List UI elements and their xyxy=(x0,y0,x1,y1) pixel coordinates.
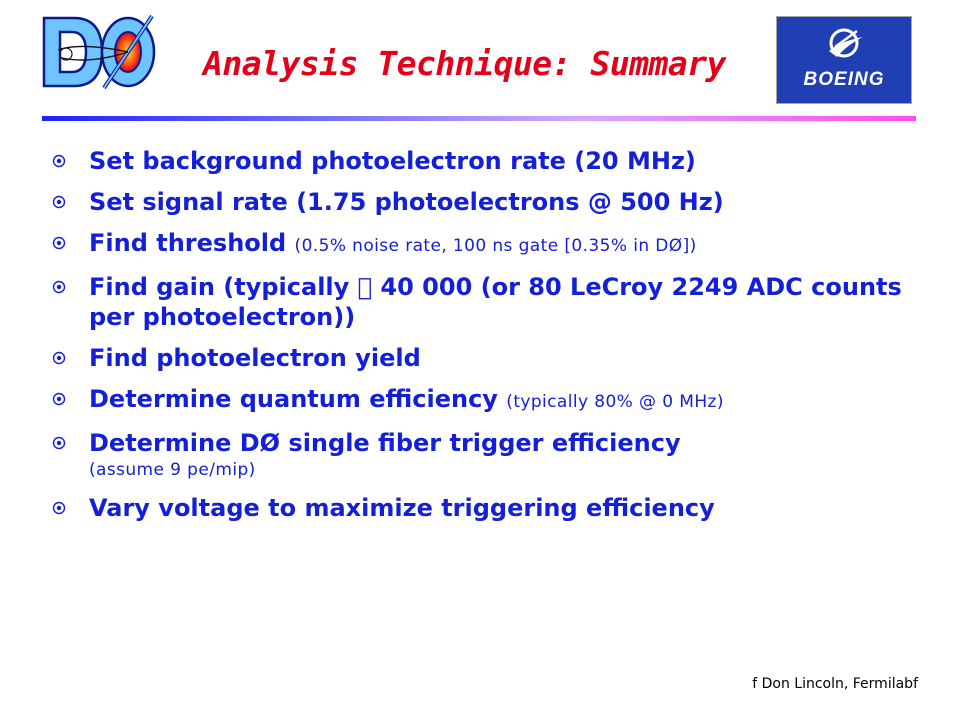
bullet-item xyxy=(52,146,912,176)
bullet-icon xyxy=(52,280,66,294)
bullet-item xyxy=(52,228,912,261)
bullet-icon xyxy=(52,392,66,406)
footer-credit: f Don Lincoln, Fermilabf xyxy=(752,676,918,692)
boeing-logo xyxy=(776,16,912,104)
bullet-item xyxy=(52,493,912,523)
bullet-text: Find photoelectron yield xyxy=(89,344,421,372)
bullet-text: Vary voltage to maximize triggering efficiency xyxy=(89,494,715,522)
bullet-icon xyxy=(52,436,66,450)
bullet-item xyxy=(52,384,912,417)
bullet-note: (assume 9 pe/mip) xyxy=(89,460,256,480)
d0-logo-label: DØ xyxy=(42,89,46,91)
bullet-icon xyxy=(52,195,66,209)
bullet-icon xyxy=(52,154,66,168)
boeing-wordmark: BOEING xyxy=(803,69,885,90)
title-divider xyxy=(42,116,916,121)
bullet-list xyxy=(52,146,912,534)
bullet-note: (typically 80% @ 0 MHz) xyxy=(506,392,724,412)
slide-title: Analysis Technique: Summary xyxy=(203,44,726,83)
bullet-icon xyxy=(52,501,66,515)
bullet-item xyxy=(52,343,912,373)
bullet-icon xyxy=(52,351,66,365)
bullet-item xyxy=(52,187,912,217)
bullet-note: (0.5% noise rate, 100 ns gate [0.35% in DØ]) xyxy=(294,236,697,256)
bullet-text: Find gain (typically   40 000 (or 80 LeCroy 2249 ADC counts per photoelectron)) xyxy=(89,273,902,331)
bullet-text: Find threshold xyxy=(89,229,295,257)
bullet-item xyxy=(52,272,912,332)
d0-logo xyxy=(40,12,162,92)
bullet-text: Set signal rate (1.75 photoelectrons @ 500 Hz) xyxy=(89,188,724,216)
bullet-icon xyxy=(52,236,66,250)
bullet-item xyxy=(52,428,912,482)
bullet-text: Determine quantum efficiency xyxy=(89,385,507,413)
bullet-text: Determine DØ single fiber trigger efficiency xyxy=(89,429,681,457)
bullet-text: Set background photoelectron rate (20 MHz) xyxy=(89,147,696,175)
